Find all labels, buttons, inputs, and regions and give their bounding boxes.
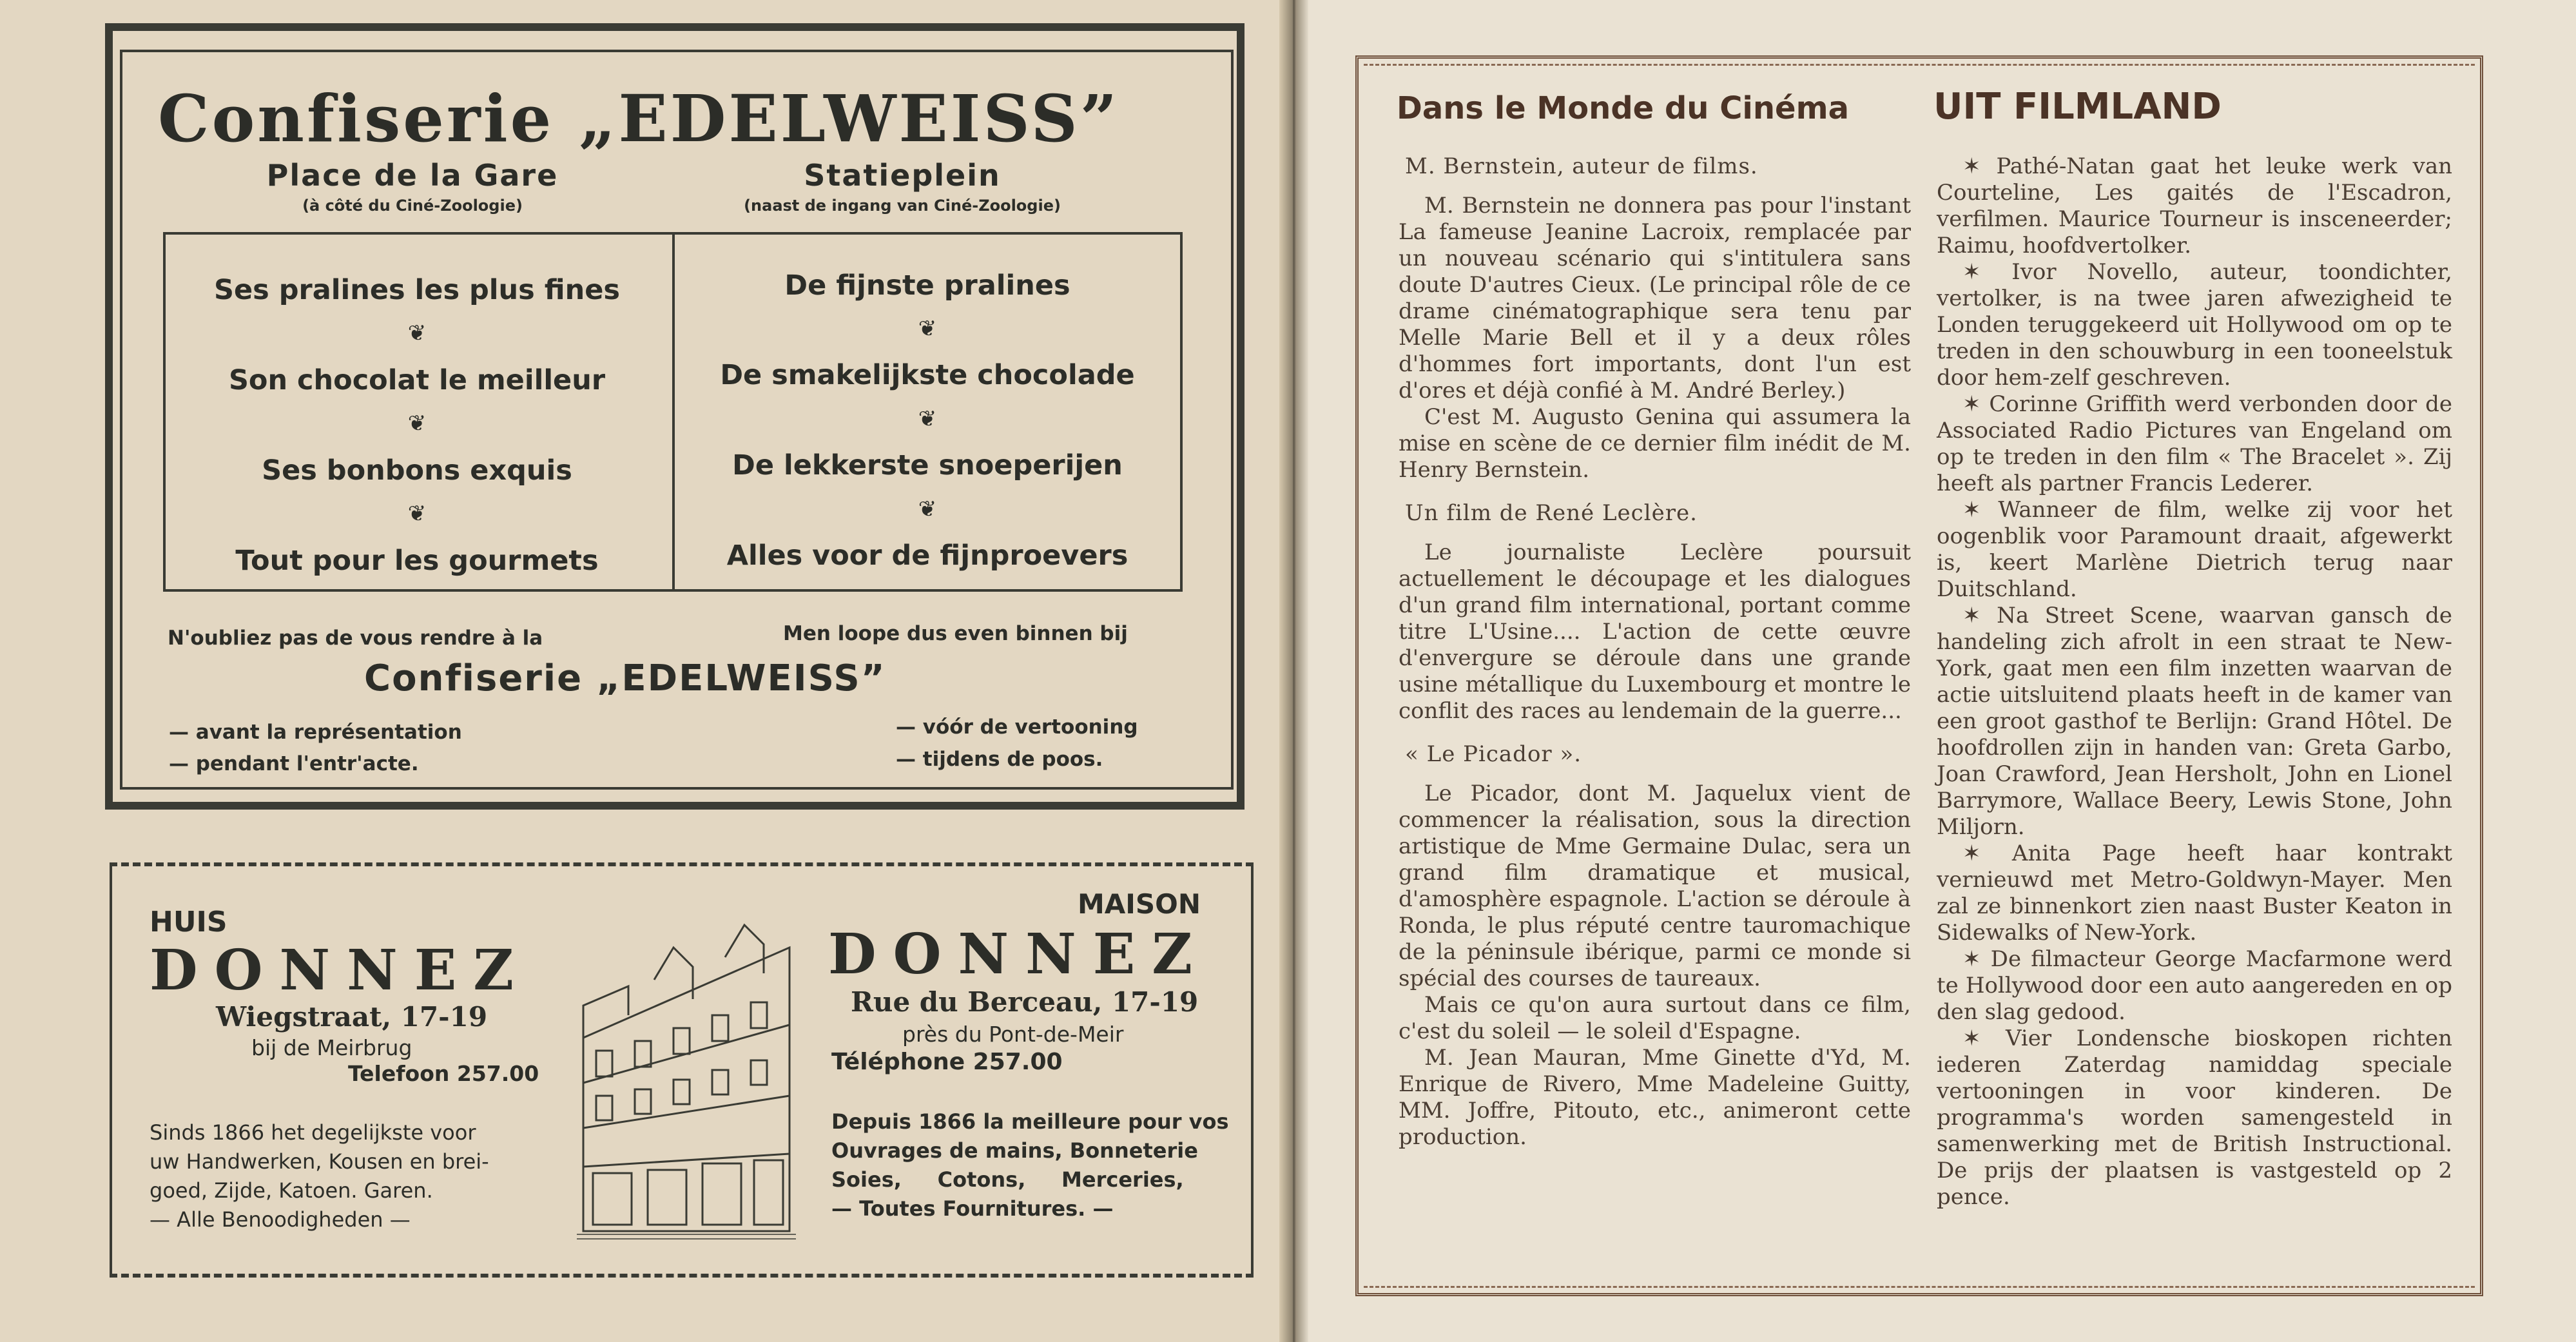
donnez-fr-desc-1: Depuis 1866 la meilleure pour vos xyxy=(831,1109,1229,1134)
leaf-ornament-icon: ❦ xyxy=(918,496,937,522)
donnez-nl-street: Wiegstraat, 17-19 xyxy=(216,1001,488,1033)
item-fr-2: Son chocolat le meilleur xyxy=(228,364,606,396)
donnez-fr-name: DONNEZ xyxy=(828,922,1210,987)
dutch-column xyxy=(1937,153,2452,1211)
news-item: ✶ Anita Page heeft haar kontrakt vernieuwd met Metro-Goldwyn-Mayer. Men zal ze binnenkort zien naast Buster Keaton in Sidewalks of New-York. xyxy=(1937,841,2452,946)
news-item: ✶ Na Street Scene, waarvan gansch de handeling zich afrolt in een straat te New-York, gaat men een film inzetten waarvan de actie uitsluitend plaats heeft in de kamer van een groot gasthof te Berlijn: Grand Hôtel. De hoofdrollen zijn in handen van: Greta Garbo, Joan Crawford, Jean Hersholt, John en Lionel Barrymore, Wallace Beery, Lewis Stone, John Miljorn. xyxy=(1937,603,2452,840)
news-item: ✶ Ivor Novello, auteur, toondichter, vertolker, is na twee jaren afwezigheid te Londen teruggekeerd uit Hollywood om op te treden in den schouwburg in een tooneelstuk door hem-zelf geschreven. xyxy=(1937,259,2452,391)
address-fr-main: Place de la Gare xyxy=(266,158,559,193)
leaf-ornament-icon: ❦ xyxy=(918,316,937,342)
news-item: ✶ Vier Londensche bioskopen richten iederen Zaterdag namiddag speciale vertooningen in voor kinderen. De programma's worden samengesteld in samenwerking met de British Instructional. De prijs der plaatsen is vastgesteld op 2 pence. xyxy=(1937,1026,2452,1210)
paragraph: C'est M. Augusto Genina qui assumera la mise en scène de ce dernier film inédit de M. Henry Bernstein. xyxy=(1399,404,1911,483)
building-illustration xyxy=(577,909,796,1244)
donnez-nl-desc-3: goed, Zijde, Katoen. Garen. xyxy=(150,1178,433,1203)
time-fr-2: — pendant l'entr'acte. xyxy=(169,752,419,775)
item-fr-4: Tout pour les gourmets xyxy=(235,545,599,577)
donnez-fr-label: MAISON xyxy=(1078,888,1201,920)
paragraph: M. Jean Mauran, Mme Ginette d'Yd, M. Enrique de Rivero, Mme Madeleine Guitty, MM. Joffre, Pitouto, etc., animeront cette production. xyxy=(1399,1045,1911,1150)
address-nl-main: Statieplein xyxy=(804,158,1001,193)
time-nl-2: — tijdens de poos. xyxy=(896,748,1103,771)
address-fr-note: (à côté du Ciné-Zoologie) xyxy=(302,197,523,215)
news-item: ✶ Corinne Griffith werd verbonden door de Associated Radio Pictures van Engeland om op te treden in den film « The Bracelet ». Zij heeft als partner Francis Lederer. xyxy=(1937,391,2452,496)
paragraph: M. Bernstein ne donnera pas pour l'instant La fameuse Jeanine Lacroix, remplacée par un nouveau scénario qui s'intitulera sans doute D'autres Cieux. (Le principal rôle de ce drame cinématographique sera tenu par Melle Marie Bell et il y a deux rôles d'hommes fort importants, dont l'un est d'ores et déjà confié à M. André Berley.) xyxy=(1399,193,1911,404)
paragraph: Le journaliste Leclère poursuit actuellement le découpage et les dialogues d'un grand film international, portant comme titre L'Usine.... L'action de cette œuvre d'envergure se déroule dans une grande usine métallique du Luxembourg et montre le conflit des races au lendemain de la guerre... xyxy=(1399,540,1911,724)
french-column xyxy=(1399,153,1911,1151)
heading-french: Dans le Monde du Cinéma xyxy=(1397,90,1849,126)
donnez-nl-name: DONNEZ xyxy=(150,938,531,1003)
book-gutter xyxy=(1279,0,1308,1342)
leaf-ornament-icon: ❦ xyxy=(407,501,427,527)
section-title: « Le Picador ». xyxy=(1405,741,1582,767)
address-nl-note: (naast de ingang van Ciné-Zoologie) xyxy=(744,197,1061,215)
donnez-fr-phone: Téléphone 257.00 xyxy=(831,1049,1063,1075)
item-nl-4: Alles voor de fijnproevers xyxy=(726,540,1128,572)
leaf-ornament-icon: ❦ xyxy=(407,320,427,346)
reminder-fr: N'oubliez pas de vous rendre à la xyxy=(168,627,543,650)
leaf-ornament-icon: ❦ xyxy=(407,411,427,436)
item-nl-1: De fijnste pralines xyxy=(784,269,1070,302)
donnez-fr-desc-3: Soies, Cotons, Merceries, xyxy=(831,1167,1184,1192)
donnez-nl-desc-1: Sinds 1866 het degelijkste voor xyxy=(150,1120,476,1145)
item-fr-1: Ses pralines les plus fines xyxy=(214,274,620,306)
donnez-nl-desc-2: uw Handwerken, Kousen en brei- xyxy=(150,1149,489,1174)
paragraph: Le Picador, dont M. Jaquelux vient de commencer la réalisation, sous la direction artistique de Mme Germaine Dulac, sera un grand film dramatique et musical, d'amosphère espagnole. L'action se déroule à Ronda, le plus réputé centre tauromachique de la péninsule ibérique, parmi ce monde si spécial des courses de taureaux. xyxy=(1399,781,1911,991)
donnez-fr-desc-2: Ouvrages de mains, Bonneterie xyxy=(831,1138,1198,1163)
item-nl-3: De lekkerste snoeperijen xyxy=(732,449,1123,481)
donnez-fr-street: Rue du Berceau, 17-19 xyxy=(851,986,1199,1018)
donnez-nl-near: bij de Meirbrug xyxy=(251,1035,412,1060)
news-item: ✶ Pathé-Natan gaat het leuke werk van Courteline, Les gaités de l'Escadron, verfilmen. Maurice Tourneur is insceneerder; Raimu, hoofdvertolker. xyxy=(1937,153,2452,258)
edelweiss-name-repeat: Confiserie „EDELWEISS” xyxy=(364,657,886,699)
leaf-ornament-icon: ❦ xyxy=(918,406,937,432)
edelweiss-title: Confiserie „EDELWEISS” xyxy=(158,81,1120,157)
news-item: ✶ Wanneer de film, welke zij voor het oogenblik voor Paramount draait, afgewerkt is, keert Marlène Dietrich terug naar Duitschland. xyxy=(1937,497,2452,602)
donnez-fr-near: près du Pont-de-Meir xyxy=(902,1022,1124,1047)
section-title: M. Bernstein, auteur de films. xyxy=(1405,153,1758,179)
item-fr-3: Ses bonbons exquis xyxy=(262,454,572,487)
edelweiss-address-nl xyxy=(709,158,1096,215)
time-nl-1: — vóór de vertooning xyxy=(896,715,1138,739)
donnez-nl-phone: Telefoon 257.00 xyxy=(348,1061,539,1086)
reminder-nl: Men loope dus even binnen bij xyxy=(783,622,1128,645)
edelweiss-address-fr xyxy=(245,158,580,215)
news-item: ✶ De filmacteur George Macfarmone werd te Hollywood door een auto aangereden en op den slag gedood. xyxy=(1937,946,2452,1025)
donnez-nl-label: HUIS xyxy=(150,906,228,938)
section-title: Un film de René Leclère. xyxy=(1405,500,1698,526)
donnez-nl-desc-4: — Alle Benoodigheden — xyxy=(150,1207,411,1232)
donnez-fr-desc-4: — Toutes Fournitures. — xyxy=(831,1196,1114,1221)
paragraph: Mais ce qu'on aura surtout dans ce film, c'est du soleil — le soleil d'Espagne. xyxy=(1399,992,1911,1044)
item-nl-2: De smakelijkste chocolade xyxy=(720,359,1135,391)
heading-dutch: UIT FILMLAND xyxy=(1933,86,2222,128)
time-fr-1: — avant la représentation xyxy=(169,721,462,744)
